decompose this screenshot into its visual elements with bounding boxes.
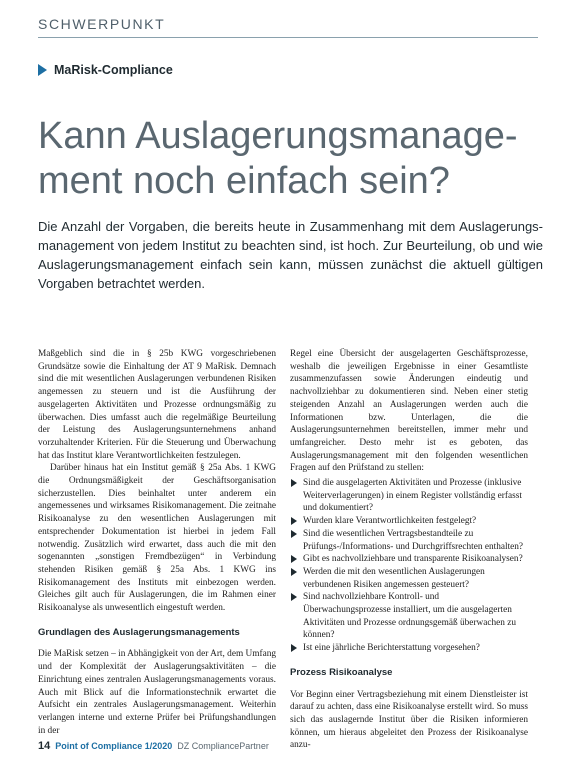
list-item: Gibt es nachvollziehbare und transparente Risikoanalysen? bbox=[290, 553, 528, 566]
journal-title: Point of Compliance 1/2020 bbox=[55, 741, 173, 751]
bullet-triangle-icon bbox=[291, 530, 297, 538]
bullet-triangle-icon bbox=[291, 568, 297, 576]
body-paragraph: Maßgeblich sind die in § 25b KWG vorgeschriebenen Grundsätze sowie die Einhaltung der AT 9 MaRisk. Demnach sind die mit wesentlichen Auslagerungen verbundenen Risiken angemessen zu steuern und ist die Ausführung der ausgelagerten Aktivitäten und Prozesse ordnungsmäßig zu überwachen. Dies umfasst auch die regelmäßige Beurteilung der Leistung des Auslagerungsunternehmens anhand vorzuhaltender Kriterien. Für die Steuerung und Überwachung hat das Institut klare Verantwortlichkeiten festzulegen. bbox=[38, 349, 276, 461]
body-paragraph: Regel eine Übersicht der ausgelagerten Geschäftsprozesse, weshalb die jeweiligen Ergebnisse in einer Gesamtliste zusammenzufassen sowie Änderungen eindeutig und nachvollziehbar zu dokumentieren sind. Neben einer stetig steigenden Anzahl an Auslagerungen werden auch die Informationen bzw. Unterlagen, die die Auslagerungsunternehmen bereitstellen, immer mehr und umfangreicher. Desto mehr ist es geboten, das Auslagerungsmanagement mit den folgenden wesentlichen Fragen auf den Prüfstand zu stellen: bbox=[290, 349, 528, 474]
body-paragraph: Vor Beginn einer Vertragsbeziehung mit einem Dienstleister ist darauf zu achten, dass eine Risikoanalyse erstellt wird. So muss sich das auslagernde Institut über die Risiken informieren können, um hieraus abgeleitet den Prozess der Risikoanalyse anzu- bbox=[290, 689, 528, 751]
lead-paragraph: Die Anzahl der Vorgaben, die bereits heute in Zusammenhang mit dem Auslagerungs-management von jedem Institut zu beachten sind, ist hoch. Zur Beurteilung, ob und wie Auslagerungsmanagement einfach sein kann, müssen zunächst die aktuell gültigen Vorgaben betrachtet werden. bbox=[38, 219, 543, 291]
section-label: SCHWERPUNKT bbox=[38, 16, 166, 32]
bullet-triangle-icon bbox=[291, 479, 297, 487]
headline-line-2: ment noch einfach sein? bbox=[38, 160, 450, 202]
publisher-name: DZ CompliancePartner bbox=[177, 741, 269, 751]
question-list bbox=[290, 477, 528, 655]
list-item: Sind nachvollziehbare Kontroll- und Überwachungsprozesse installiert, um die ausgelagerten Aktivitäten und Prozesse ordnungsgemäß überwachen zu können? bbox=[290, 591, 528, 642]
body-paragraph: Darüber hinaus hat ein Institut gemäß § 25a Abs. 1 KWG die Ordnungsmäßigkeit der Geschäftsorganisation sicherzustellen. Dies beinhaltet unter anderem ein angemessenes und wirksames Risikomanagement. Die zeitnahe Risikoanalyse zu den wesentlichen Auslagerungen mit entsprechender Dokumentation ist hierbei in jedem Fall notwendig. Zusätzlich wird erwartet, dass auch die mit den sogenannten „sonstigen Fremdbezügen“ in Verbindung stehenden Risiken gemäß § 25a Abs. 1 KWG ins Risikomanagement des Instituts mit einbezogen werden. Gleiches gilt auch für Auslagerungen, die im Rahmen einer Risikoanalyse als unwesentlich eingestuft werden. bbox=[38, 463, 276, 614]
section-divider bbox=[38, 37, 538, 38]
triangle-right-icon bbox=[38, 64, 47, 76]
bullet-triangle-icon bbox=[291, 644, 297, 652]
subheading: Prozess Risikoanalyse bbox=[290, 666, 393, 678]
article-headline bbox=[38, 114, 558, 204]
page-footer bbox=[38, 740, 269, 752]
body-column-left bbox=[38, 348, 276, 737]
list-item: Sind die ausgelagerten Aktivitäten und Prozesse (inklusive Weiterverlagerungen) in einem Register vollständig erfasst und dokumentiert? bbox=[290, 477, 528, 515]
subheading: Grundlagen des Auslagerungsmanagements bbox=[38, 626, 240, 638]
list-item: Ist eine jährliche Berichterstattung vorgesehen? bbox=[290, 642, 528, 655]
list-item: Werden die mit den wesentlichen Auslagerungen verbundenen Risiken angemessen gesteuert? bbox=[290, 566, 528, 591]
list-item: Sind die wesentlichen Vertragsbestandteile zu Prüfungs-/Informations- und Durchgriffsrechten enthalten? bbox=[290, 528, 528, 553]
bullet-triangle-icon bbox=[291, 555, 297, 563]
page-number: 14 bbox=[38, 740, 51, 752]
body-column-right bbox=[290, 348, 528, 752]
bullet-triangle-icon bbox=[291, 593, 297, 601]
kicker-label: MaRisk-Compliance bbox=[54, 63, 173, 77]
body-paragraph: Die MaRisk setzen – in Abhängigkeit von der Art, dem Umfang und der Komplexität der Auslagerungsaktivitäten – die Einrichtung eines zentralen Auslagerungsmanagements voraus. Auch mit Blick auf die Informationstechnik erwartet die Aufsicht ein zentrales Auslagerungsmanagement. Weiterhin verlangen interne und externe Prüfer bei Prüfungshandlungen in der bbox=[38, 649, 276, 736]
list-item: Wurden klare Verantwortlichkeiten festgelegt? bbox=[290, 515, 528, 528]
headline-line-1: Kann Auslagerungsmanage- bbox=[38, 115, 518, 157]
kicker bbox=[38, 63, 173, 77]
bullet-triangle-icon bbox=[291, 517, 297, 525]
